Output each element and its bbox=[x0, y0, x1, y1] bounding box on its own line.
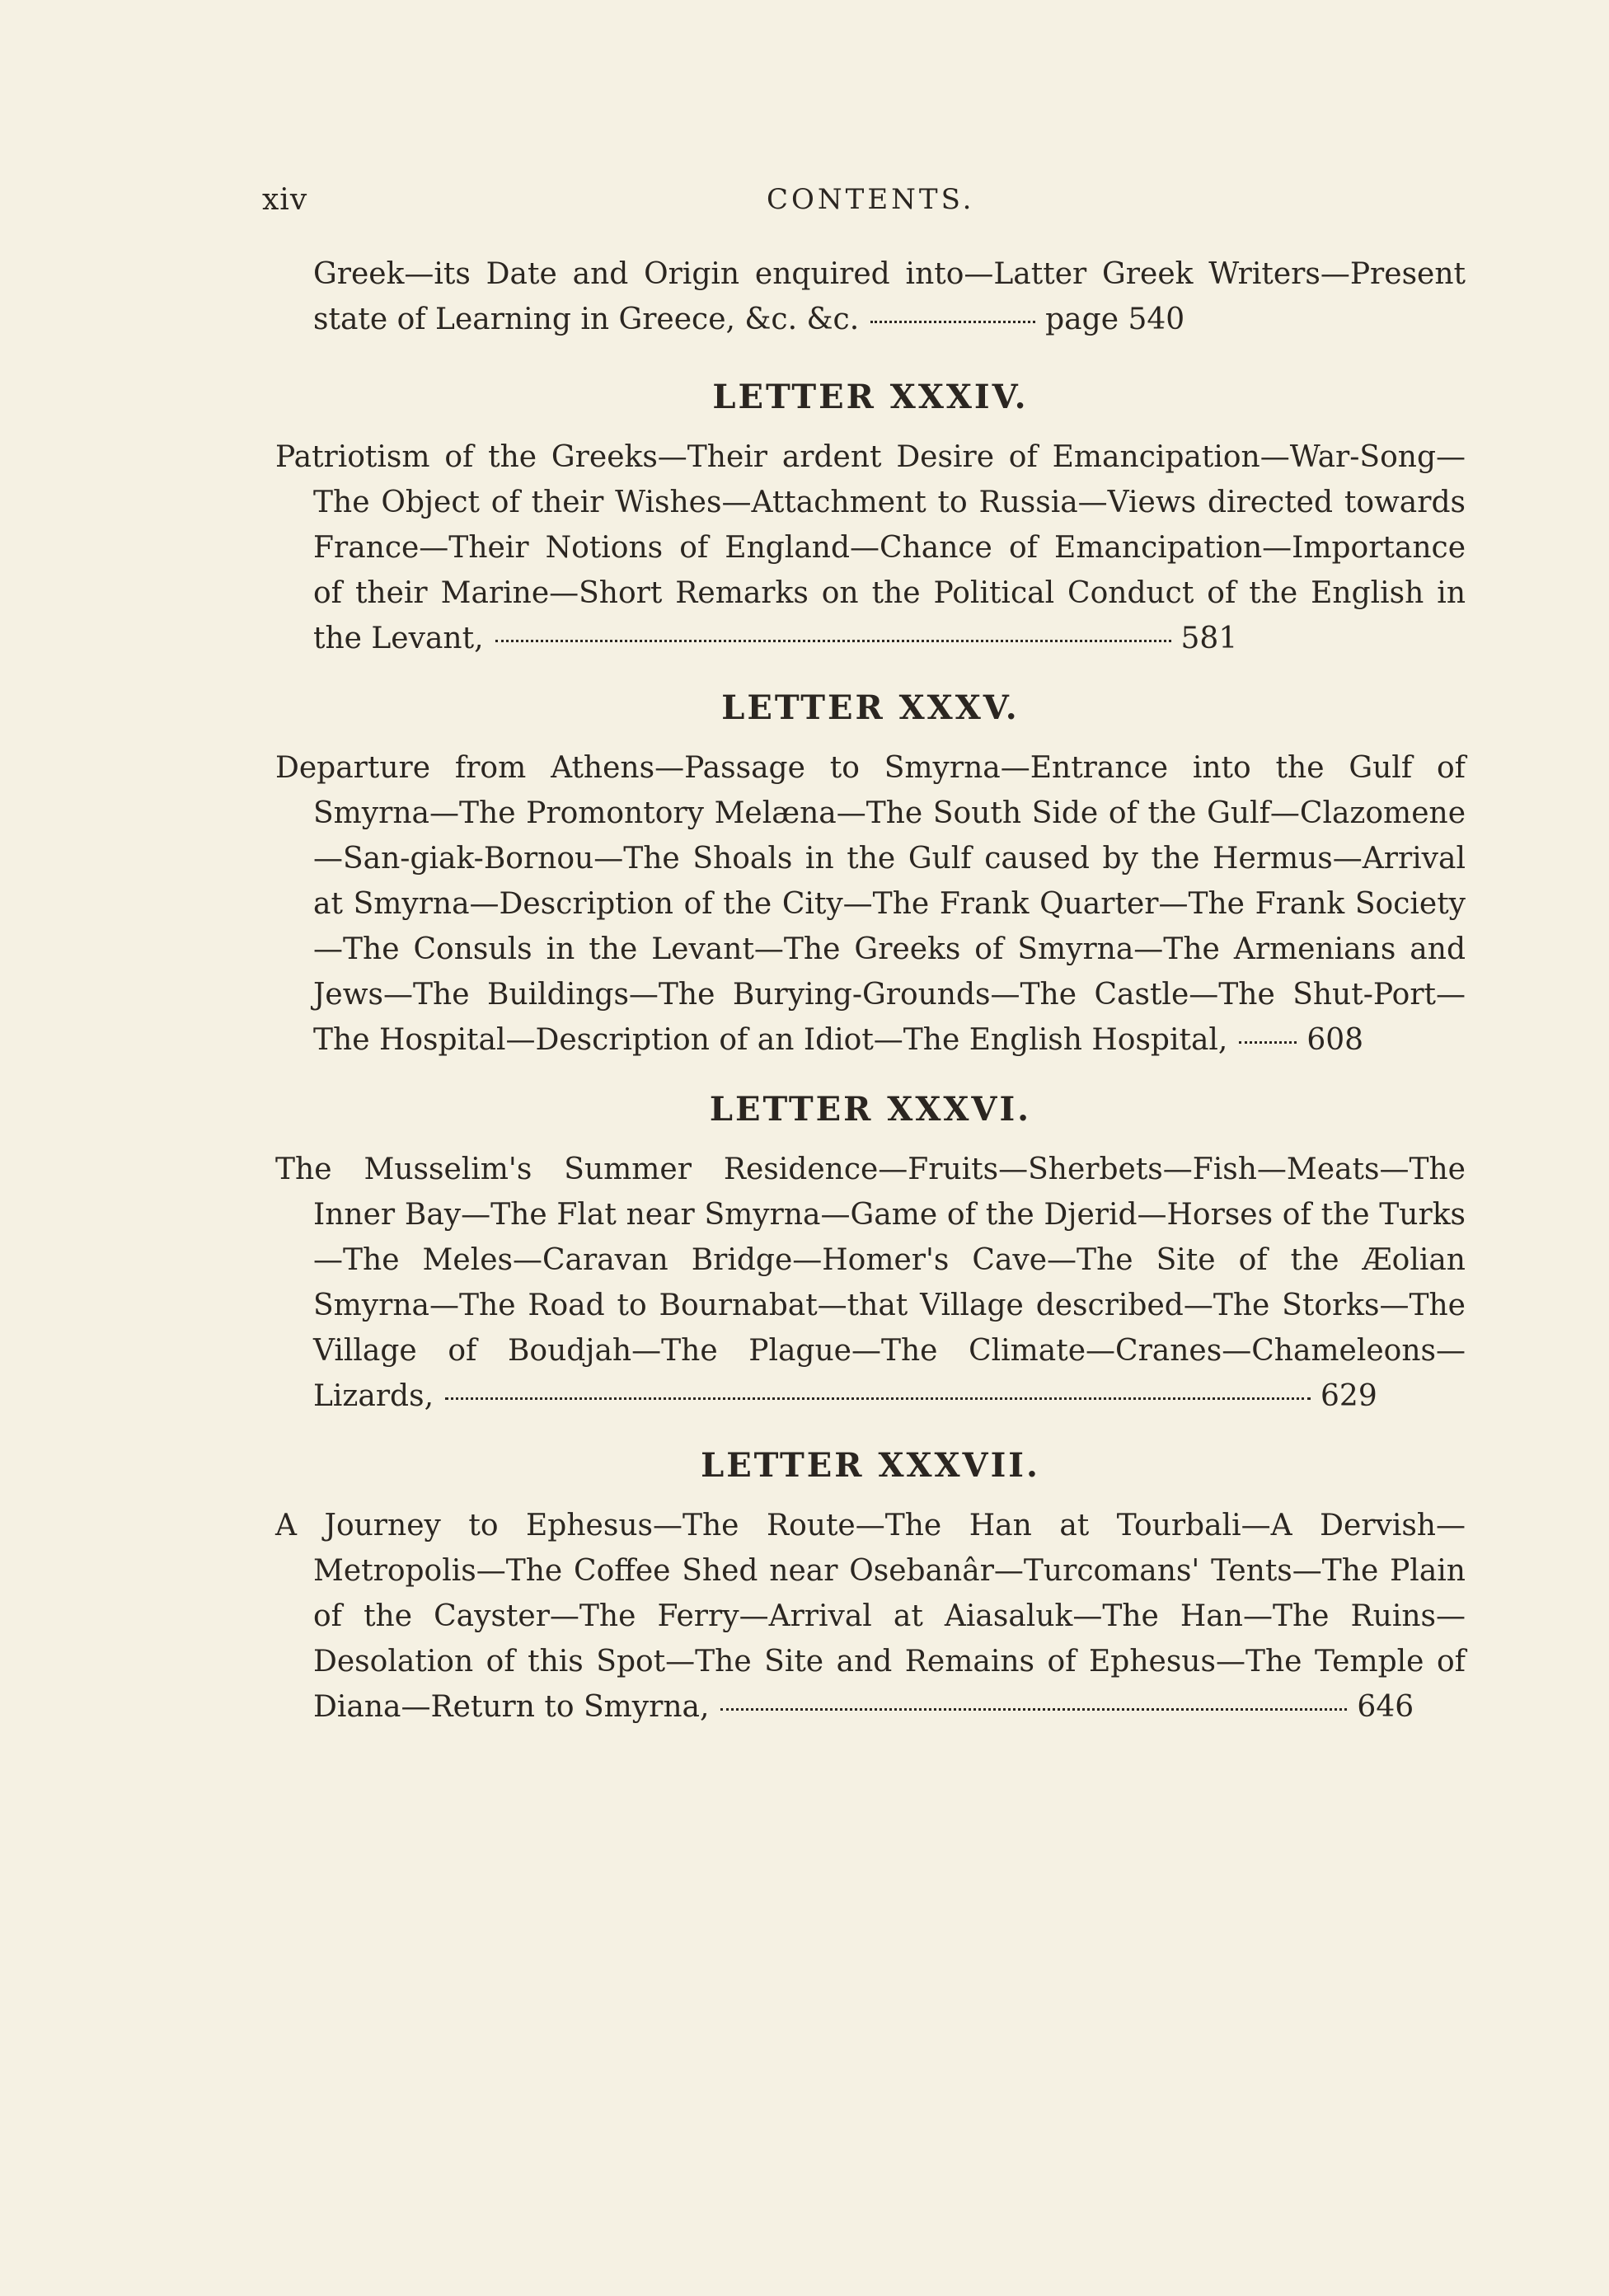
page-reference: 581 bbox=[1180, 622, 1238, 655]
entry-description: Greek—its Date and Origin enquired into—Latter Greek Writers—Present state of Learning in Greece, &c. &c. bbox=[313, 257, 1466, 336]
entry-description: A Journey to Ephesus—The Route—The Han at Tourbali—A Dervish—Metropolis—The Coffee Shed near Osebanâr—Turcomans' Tents—The Plain of the Cayster—The Ferry—Arrival at Aiasaluk—The Han—The Ruins—Desolation of this Spot—The Site and Remains of Ephesus—The Temple of Diana—Return to Smyrna, bbox=[275, 1509, 1466, 1724]
page-reference: 646 bbox=[1357, 1690, 1414, 1724]
running-title: CONTENTS. bbox=[767, 183, 975, 216]
dot-leader bbox=[445, 1397, 1311, 1400]
letter-heading-xxxvii: LETTER XXXVII. bbox=[701, 1446, 1040, 1485]
contents-entry-xxxvi bbox=[275, 1147, 1466, 1419]
contents-entry-continued bbox=[275, 251, 1466, 342]
page-header bbox=[262, 183, 1334, 224]
page-reference: 608 bbox=[1306, 1023, 1364, 1057]
page-reference: 629 bbox=[1321, 1379, 1377, 1413]
entry-description: The Musselim's Summer Residence—Fruits—Sherbets—Fish—Meats—The Inner Bay—The Flat near Smyrna—Game of the Djerid—Horses of the Turks—The Meles—Caravan Bridge—Homer's Cave—The Site of the Æolian Smyrna—The Road to Bournabat—that Village described—The Storks—The Village of Boudjah—The Plague—The Climate—Cranes—Chameleons—Lizards, bbox=[275, 1153, 1466, 1413]
dot-leader bbox=[1239, 1041, 1297, 1044]
entry-description: Patriotism of the Greeks—Their ardent Desire of Emancipation—War-Song—The Object of their Wishes—Attachment to Russia—Views directed towards France—Their Notions of England—Chance of Emancipation—Importance of their Marine—Short Remarks on the Political Conduct of the English in the Levant, bbox=[275, 440, 1466, 655]
contents-list bbox=[275, 251, 1466, 1730]
folio: xiv bbox=[262, 183, 308, 217]
letter-heading-xxxv: LETTER XXXV. bbox=[721, 688, 1020, 727]
page-reference: page 540 bbox=[1045, 303, 1185, 336]
contents-entry-xxxiv bbox=[275, 434, 1466, 661]
dot-leader bbox=[870, 321, 1035, 323]
letter-heading-xxxiv: LETTER XXXIV. bbox=[712, 378, 1029, 416]
letter-heading-xxxvi: LETTER XXXVI. bbox=[709, 1090, 1032, 1129]
contents-entry-xxxvii bbox=[275, 1503, 1466, 1730]
dot-leader bbox=[720, 1708, 1347, 1711]
dot-leader bbox=[495, 640, 1171, 642]
entry-description: Departure from Athens—Passage to Smyrna—Entrance into the Gulf of Smyrna—The Promontory Melæna—The South Side of the Gulf—Clazomene—San-giak-Bornou—The Shoals in the Gulf caused by the Hermus—Arrival at Smyrna—Description of the City—The Frank Quarter—The Frank Society—The Consuls in the Levant—The Greeks of Smyrna—The Armenians and Jews—The Buildings—The Burying-Grounds—The Castle—The Shut-Port—The Hospital—Description of an Idiot—The English Hospital, bbox=[275, 751, 1466, 1057]
contents-entry-xxxv bbox=[275, 745, 1466, 1063]
